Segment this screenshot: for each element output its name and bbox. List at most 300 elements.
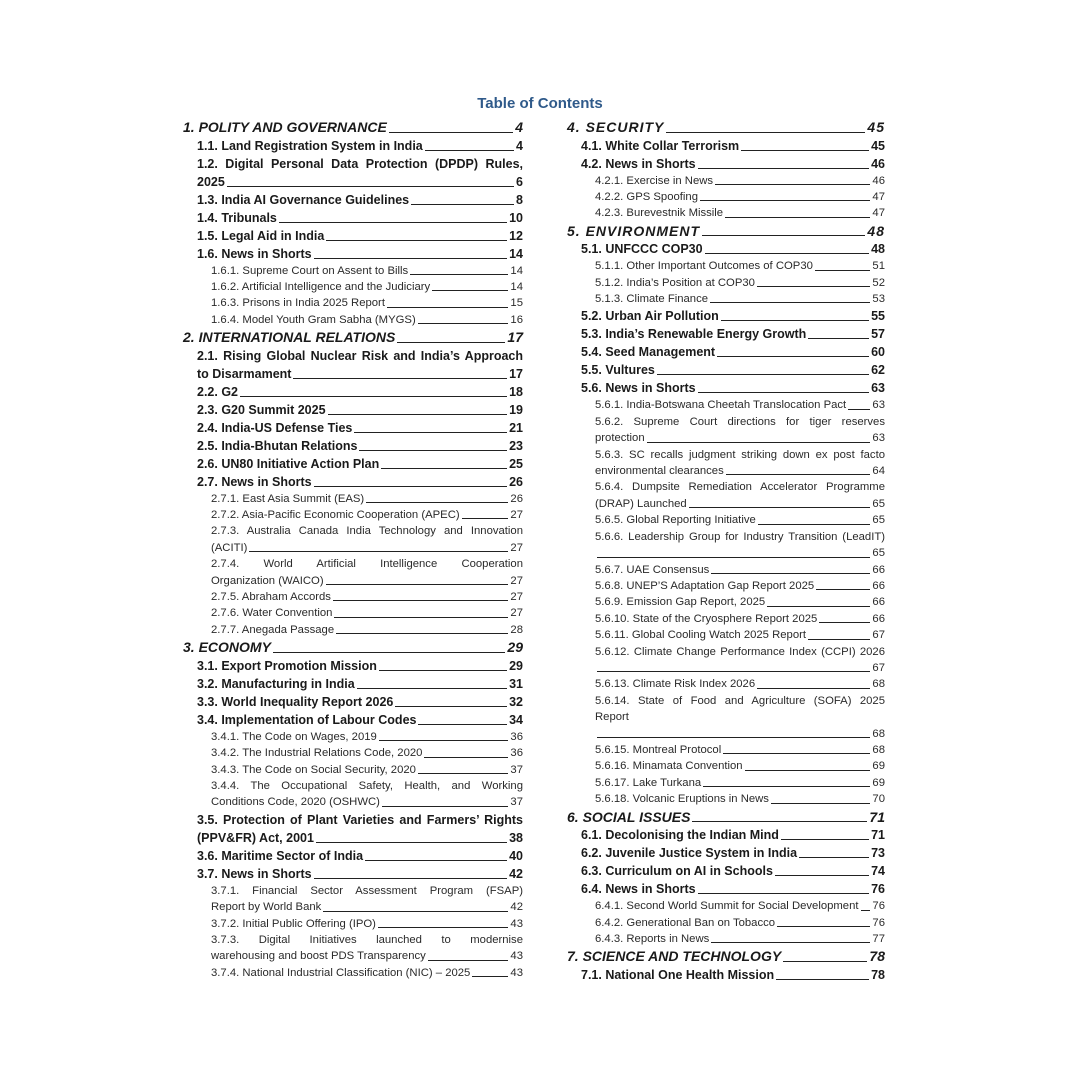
toc-page-number: 17 <box>509 366 523 381</box>
toc-subsection-entry[interactable] <box>567 644 885 677</box>
toc-page-number: 27 <box>510 541 523 554</box>
toc-page-number: 68 <box>872 743 885 756</box>
toc-page-number: 37 <box>510 763 523 776</box>
toc-entry-title: 5.5. Vultures <box>581 363 655 378</box>
toc-entry-title-continued: (DRAP) Launched <box>595 497 687 510</box>
toc-page-number: 60 <box>871 345 885 360</box>
dot-leader <box>771 803 870 804</box>
toc-page-number: 26 <box>509 474 523 489</box>
toc-entry-title: 3.3. World Inequality Report 2026 <box>197 694 394 709</box>
toc-subsection-entry[interactable] <box>183 605 523 621</box>
dot-leader <box>710 302 870 303</box>
dot-leader <box>711 573 870 574</box>
toc-entry-title: 3. ECONOMY <box>183 639 271 656</box>
toc-page-number: 29 <box>509 658 523 673</box>
toc-page-number: 46 <box>871 156 885 171</box>
toc-page-number: 51 <box>872 260 885 273</box>
toc-section-entry[interactable] <box>183 191 523 209</box>
toc-chapter-entry[interactable] <box>567 947 885 966</box>
toc-page-number: 68 <box>872 727 885 740</box>
toc-subsection-entry[interactable] <box>183 556 523 589</box>
toc-subsection-entry[interactable] <box>567 529 885 562</box>
dot-leader <box>293 378 507 379</box>
toc-entry-title: 5. ENVIRONMENT <box>567 222 701 239</box>
toc-page-number: 28 <box>510 623 523 636</box>
toc-page-number: 76 <box>872 900 885 913</box>
dot-leader <box>314 878 507 879</box>
toc-page-number: 66 <box>872 563 885 576</box>
toc-entry-continuation <box>211 794 523 810</box>
toc-entry-title: 5.6.11. Global Cooling Watch 2025 Report <box>595 629 806 642</box>
toc-entry-title: 4.2.3. Burevestnik Missile <box>595 207 724 220</box>
toc-entry-title: 1.2. Digital Personal Data Protection (DPDP) Rules, <box>197 156 523 171</box>
toc-page-number: 45 <box>871 138 885 153</box>
toc-chapter-entry[interactable] <box>183 638 523 657</box>
toc-entry-title: 2.7. News in Shorts <box>197 474 312 489</box>
toc-entry-title: 3.4.4. The Occupational Safety, Health, and Working <box>211 780 523 792</box>
toc-section-entry[interactable] <box>183 847 523 865</box>
toc-entry-title: 3.7.4. National Industrial Classification (NIC) – 2025 <box>211 966 471 979</box>
toc-entry-title: 2.7.7. Anegada Passage <box>211 623 335 636</box>
toc-entry-title: 4.2.2. GPS Spoofing <box>595 190 698 203</box>
dot-leader <box>381 468 507 469</box>
toc-page-number: 18 <box>509 384 523 399</box>
page-title: Table of Contents <box>477 95 603 112</box>
dot-leader <box>279 222 507 223</box>
toc-page-number: 52 <box>872 276 885 289</box>
toc-entry-continuation <box>595 726 885 742</box>
toc-chapter-entry[interactable] <box>567 118 885 137</box>
toc-entry-title: 5.3. India’s Renewable Energy Growth <box>581 327 807 342</box>
dot-leader <box>359 450 507 451</box>
dot-leader <box>757 286 870 287</box>
toc-page-number: 47 <box>872 207 885 220</box>
toc-entry-title: 1.3. India AI Governance Guidelines <box>197 192 410 207</box>
toc-section-entry[interactable] <box>183 245 523 263</box>
toc-subsection-entry[interactable] <box>567 742 885 758</box>
toc-entry-title: 3.7.1. Financial Sector Assessment Program (FSAP) <box>211 884 523 897</box>
toc-section-entry[interactable] <box>183 155 523 191</box>
toc-entry-continuation <box>197 829 523 847</box>
toc-section-entry[interactable] <box>183 657 523 675</box>
toc-section-entry[interactable] <box>183 693 523 711</box>
toc-chapter-entry[interactable] <box>567 808 885 827</box>
dot-leader <box>428 960 509 961</box>
toc-entry-title: 4.1. White Collar Terrorism <box>581 138 740 153</box>
toc-entry-title: 5.6.10. State of the Cryosphere Report 2025 <box>595 612 818 625</box>
toc-subsection-entry[interactable] <box>183 778 523 811</box>
toc-entry-title-continued: Organization (WAICO) <box>211 574 324 587</box>
toc-section-entry[interactable] <box>567 966 885 984</box>
dot-leader <box>698 392 869 393</box>
toc-page-number: 66 <box>872 596 885 609</box>
toc-entry-title: 2. INTERNATIONAL RELATIONS <box>183 329 396 346</box>
toc-entry-title: 2.6. UN80 Initiative Action Plan <box>197 456 380 471</box>
toc-page-number: 14 <box>509 246 523 261</box>
dot-leader <box>775 875 869 876</box>
toc-page-number: 27 <box>510 607 523 620</box>
toc-entry-title: 2.7.2. Asia-Pacific Economic Cooperation (APEC) <box>211 509 460 522</box>
toc-entry-title-continued: warehousing and boost PDS Transparency <box>211 950 426 963</box>
toc-section-entry[interactable] <box>567 826 885 844</box>
toc-entry-title: 6.4. News in Shorts <box>581 882 696 897</box>
dot-leader <box>721 320 869 321</box>
toc-page-number: 34 <box>509 712 523 727</box>
dot-leader <box>365 860 507 861</box>
toc-subsection-entry[interactable] <box>567 611 885 627</box>
toc-entry-title: 3.5. Protection of Plant Varieties and Farmers’ Rights <box>197 812 523 827</box>
dot-leader <box>334 617 508 618</box>
dot-leader <box>700 200 870 201</box>
toc-page-number: 40 <box>509 848 523 863</box>
toc-entry-title-continued: (ACITI) <box>211 541 248 554</box>
toc-section-entry[interactable] <box>567 880 885 898</box>
toc-page-number: 68 <box>872 678 885 691</box>
toc-page-number: 71 <box>869 808 885 825</box>
toc-page-number: 63 <box>871 381 885 396</box>
dot-leader <box>333 600 508 601</box>
toc-subsection-entry[interactable] <box>183 491 523 507</box>
toc-section-entry[interactable] <box>183 347 523 383</box>
dot-leader <box>758 524 871 525</box>
toc-entry-title: 2.1. Rising Global Nuclear Risk and India’s Approach <box>197 348 523 363</box>
toc-entry-title: 5.6. News in Shorts <box>581 381 696 396</box>
toc-subsection-entry[interactable] <box>183 916 523 932</box>
dot-leader <box>387 307 508 308</box>
toc-subsection-entry[interactable] <box>183 883 523 916</box>
dot-leader <box>647 442 871 443</box>
toc-entry-title: 2.2. G2 <box>197 384 238 399</box>
toc-page-number: 4 <box>515 119 523 135</box>
toc-entry-continuation <box>595 545 885 561</box>
dot-leader <box>328 414 508 415</box>
toc-entry-title: 5.6.3. SC recalls judgment striking down ex post facto <box>595 448 885 461</box>
toc-entry-title: 5.6.9. Emission Gap Report, 2025 <box>595 596 766 609</box>
dot-leader <box>227 186 514 187</box>
toc-section-entry[interactable] <box>183 865 523 883</box>
toc-subsection-entry[interactable] <box>183 279 523 295</box>
dot-leader <box>326 240 507 241</box>
dot-leader <box>689 507 871 508</box>
toc-entry-title: 4. SECURITY <box>567 119 665 135</box>
toc-page-number: 29 <box>507 639 523 656</box>
toc-section-entry[interactable] <box>183 227 523 245</box>
toc-chapter-entry[interactable] <box>183 328 523 347</box>
toc-subsection-entry[interactable] <box>183 965 523 981</box>
dot-leader <box>705 253 870 254</box>
toc-entry-title-continued: to Disarmament <box>197 366 292 381</box>
dot-leader <box>366 502 508 503</box>
toc-page-number: 6 <box>516 174 523 189</box>
dot-leader <box>819 622 870 623</box>
toc-page-number: 27 <box>510 574 523 587</box>
dot-leader <box>597 737 870 738</box>
dot-leader <box>389 132 513 133</box>
toc-page-number: 55 <box>871 309 885 324</box>
toc-section-entry[interactable] <box>567 137 885 155</box>
toc-entry-title: 2.5. India-Bhutan Relations <box>197 438 358 453</box>
dot-leader <box>418 724 507 725</box>
toc-entry-title: 5.6.8. UNEP’S Adaptation Gap Report 2025 <box>595 579 815 592</box>
toc-page-number: 43 <box>510 950 523 963</box>
toc-entry-title: 4.2.1. Exercise in News <box>595 174 714 187</box>
toc-subsection-entry[interactable] <box>183 932 523 965</box>
toc-page-number: 31 <box>509 676 523 691</box>
toc-section-entry[interactable] <box>183 473 523 491</box>
toc-page-number: 23 <box>509 438 523 453</box>
dot-leader <box>702 235 865 236</box>
toc-subsection-entry[interactable] <box>183 622 523 638</box>
toc-subsection-entry[interactable] <box>567 931 885 947</box>
toc-subsection-entry[interactable] <box>567 627 885 643</box>
toc-page-number: 43 <box>510 966 523 979</box>
toc-entry-title: 1.6.3. Prisons in India 2025 Report <box>211 297 385 310</box>
dot-leader <box>783 961 867 962</box>
toc-section-entry[interactable] <box>567 343 885 361</box>
toc-subsection-entry[interactable] <box>183 523 523 556</box>
toc-subsection-entry[interactable] <box>567 414 885 447</box>
dot-leader <box>848 409 870 410</box>
dot-leader <box>815 270 871 271</box>
toc-section-entry[interactable] <box>567 325 885 343</box>
dot-leader <box>378 927 508 928</box>
toc-subsection-entry[interactable] <box>183 263 523 279</box>
toc-entry-title-continued: Conditions Code, 2020 (OSHWC) <box>211 796 380 809</box>
toc-page-number: 53 <box>872 293 885 306</box>
dot-leader <box>410 274 508 275</box>
dot-leader <box>273 652 506 653</box>
toc-page-number: 10 <box>509 210 523 225</box>
toc-subsection-entry[interactable] <box>183 745 523 761</box>
toc-subsection-entry[interactable] <box>183 589 523 605</box>
toc-section-entry[interactable] <box>183 455 523 473</box>
toc-page-number: 63 <box>872 399 885 412</box>
dot-leader <box>666 132 865 133</box>
toc-chapter-entry[interactable] <box>183 118 523 137</box>
toc-entry-title: 5.6.17. Lake Turkana <box>595 776 702 789</box>
toc-section-entry[interactable] <box>567 361 885 379</box>
toc-page-number: 73 <box>871 846 885 861</box>
toc-page-number: 65 <box>872 497 885 510</box>
dot-leader <box>698 168 869 169</box>
toc-section-entry[interactable] <box>183 209 523 227</box>
toc-subsection-entry[interactable] <box>183 295 523 311</box>
toc-subsection-entry[interactable] <box>567 479 885 512</box>
toc-page-number: 15 <box>510 297 523 310</box>
toc-entry-title: 7. SCIENCE AND TECHNOLOGY <box>567 948 782 965</box>
toc-subsection-entry[interactable] <box>567 915 885 931</box>
dot-leader <box>757 688 870 689</box>
toc-subsection-entry[interactable] <box>567 562 885 578</box>
toc-entry-title: 5.6.18. Volcanic Eruptions in News <box>595 793 769 806</box>
dot-leader <box>382 806 509 807</box>
toc-page-number: 57 <box>871 327 885 342</box>
toc-entry-continuation <box>595 660 885 676</box>
toc-page-number: 65 <box>872 514 885 527</box>
dot-leader <box>741 150 869 151</box>
toc-page-number: 17 <box>507 329 523 346</box>
dot-leader <box>336 633 508 634</box>
toc-page-number: 69 <box>872 760 885 773</box>
dot-leader <box>703 786 870 787</box>
dot-leader <box>776 979 869 980</box>
toc-page-number: 26 <box>510 492 523 505</box>
dot-leader <box>808 338 869 339</box>
toc-entry-title: 5.4. Seed Management <box>581 345 716 360</box>
toc-subsection-entry[interactable] <box>183 312 523 328</box>
dot-leader <box>425 150 514 151</box>
toc-page-number: 42 <box>510 901 523 914</box>
toc-section-entry[interactable] <box>183 419 523 437</box>
dot-leader <box>717 356 869 357</box>
toc-entry-title: 1.6.2. Artificial Intelligence and the Judiciary <box>211 280 431 293</box>
toc-entry-title: 2.7.1. East Asia Summit (EAS) <box>211 492 365 505</box>
toc-entry-title: 1.6.4. Model Youth Gram Sabha (MYGS) <box>211 313 416 326</box>
toc-entry-title: 3.4. Implementation of Labour Codes <box>197 712 417 727</box>
toc-subsection-entry[interactable] <box>567 512 885 528</box>
toc-page-number: 66 <box>872 579 885 592</box>
dot-leader <box>816 589 870 590</box>
toc-page-number: 78 <box>869 948 885 965</box>
toc-page-number: 67 <box>872 629 885 642</box>
toc-entry-title: 3.4.1. The Code on Wages, 2019 <box>211 730 377 743</box>
toc-entry-title: 2.7.5. Abraham Accords <box>211 591 331 604</box>
toc-page-number: 74 <box>871 864 885 879</box>
toc-subsection-entry[interactable] <box>567 676 885 692</box>
toc-subsection-entry[interactable] <box>567 173 885 189</box>
toc-entry-title: 1.1. Land Registration System in India <box>197 138 423 153</box>
toc-entry-title: 6. SOCIAL ISSUES <box>567 808 691 825</box>
toc-page-number: 8 <box>516 192 523 207</box>
dot-leader <box>411 204 514 205</box>
toc-entry-title: 5.2. Urban Air Pollution <box>581 309 719 324</box>
dot-leader <box>725 217 870 218</box>
dot-leader <box>418 323 509 324</box>
toc-subsection-entry[interactable] <box>567 578 885 594</box>
toc-page-number: 63 <box>872 432 885 445</box>
toc-subsection-entry[interactable] <box>567 275 885 291</box>
toc-entry-title: 2.7.6. Water Convention <box>211 607 333 620</box>
toc-section-entry[interactable] <box>183 401 523 419</box>
toc-entry-title: 5.6.12. Climate Change Performance Index (CCPI) 2026 <box>595 645 885 658</box>
dot-leader <box>418 773 508 774</box>
toc-entry-title: 5.6.6. Leadership Group for Industry Transition (LeadIT) <box>595 530 885 543</box>
toc-entry-title: 4.2. News in Shorts <box>581 156 696 171</box>
dot-leader <box>326 584 509 585</box>
toc-page-number: 48 <box>867 222 885 239</box>
toc-entry-title: 5.6.13. Climate Risk Index 2026 <box>595 678 756 691</box>
toc-page-number: 77 <box>872 932 885 945</box>
toc-subsection-entry[interactable] <box>567 898 885 914</box>
toc-subsection-entry[interactable] <box>183 729 523 745</box>
dot-leader <box>711 942 870 943</box>
dot-leader <box>781 839 869 840</box>
toc-section-entry[interactable] <box>183 675 523 693</box>
toc-section-entry[interactable] <box>183 137 523 155</box>
toc-section-entry[interactable] <box>567 240 885 258</box>
toc-subsection-entry[interactable] <box>567 291 885 307</box>
toc-subsection-entry[interactable] <box>567 397 885 413</box>
toc-page-number: 67 <box>872 661 885 674</box>
toc-page-number: 4 <box>516 138 523 153</box>
toc-entry-title: 6.4.1. Second World Summit for Social Development <box>595 900 859 913</box>
toc-entry-title: 3.4.2. The Industrial Relations Code, 2020 <box>211 747 423 760</box>
toc-section-entry[interactable] <box>183 383 523 401</box>
toc-subsection-entry[interactable] <box>567 758 885 774</box>
toc-section-entry[interactable] <box>183 437 523 455</box>
toc-subsection-entry[interactable] <box>567 791 885 807</box>
toc-section-entry[interactable] <box>567 155 885 173</box>
toc-section-entry[interactable] <box>567 379 885 397</box>
toc-page-number: 76 <box>872 916 885 929</box>
toc-section-entry[interactable] <box>183 711 523 729</box>
dot-leader <box>249 551 508 552</box>
toc-section-entry[interactable] <box>567 862 885 880</box>
toc-page-number: 37 <box>510 796 523 809</box>
toc-entry-title: 1.5. Legal Aid in India <box>197 228 325 243</box>
toc-page-number: 14 <box>510 264 523 277</box>
toc-subsection-entry[interactable] <box>567 189 885 205</box>
toc-entry-title: 5.6.16. Minamata Convention <box>595 760 743 773</box>
toc-entry-title: 3.7.2. Initial Public Offering (IPO) <box>211 917 376 930</box>
toc-entry-continuation <box>211 573 523 589</box>
toc-chapter-entry[interactable] <box>567 222 885 241</box>
dot-leader <box>597 557 870 558</box>
toc-entry-continuation <box>211 540 523 556</box>
toc-subsection-entry[interactable] <box>567 693 885 742</box>
toc-subsection-entry[interactable] <box>567 205 885 221</box>
dot-leader <box>354 432 507 433</box>
toc-subsection-entry[interactable] <box>567 775 885 791</box>
toc-entry-title: 5.6.5. Global Reporting Initiative <box>595 514 756 527</box>
toc-section-entry[interactable] <box>183 811 523 847</box>
toc-subsection-entry[interactable] <box>183 507 523 523</box>
toc-entry-title: 6.4.3. Reports in News <box>595 932 710 945</box>
toc-entry-title: 6.2. Juvenile Justice System in India <box>581 846 798 861</box>
toc-entry-title: 1. POLITY AND GOVERNANCE <box>183 119 387 135</box>
toc-page-number: 16 <box>510 313 523 326</box>
toc-section-entry[interactable] <box>567 844 885 862</box>
toc-entry-continuation <box>595 463 885 479</box>
toc-page-number: 47 <box>872 190 885 203</box>
toc-page-number: 48 <box>871 242 885 257</box>
toc-page-number: 36 <box>510 730 523 743</box>
toc-subsection-entry[interactable] <box>567 258 885 274</box>
toc-column-right <box>567 118 885 984</box>
dot-leader <box>314 258 507 259</box>
toc-page-number: 64 <box>872 465 885 478</box>
toc-entry-title: 5.6.4. Dumpsite Remediation Accelerator Programme <box>595 481 885 494</box>
toc-entry-title: 5.1. UNFCCC COP30 <box>581 242 703 257</box>
toc-subsection-entry[interactable] <box>183 762 523 778</box>
dot-leader <box>808 639 870 640</box>
dot-leader <box>357 688 507 689</box>
toc-entry-title: 3.7.3. Digital Initiatives launched to modernise <box>211 934 523 947</box>
toc-entry-title: 1.6.1. Supreme Court on Assent to Bills <box>211 264 409 277</box>
toc-page-number: 65 <box>872 547 885 560</box>
toc-page-number: 42 <box>509 866 523 881</box>
toc-page-number: 21 <box>509 420 523 435</box>
dot-leader <box>424 757 508 758</box>
toc-entry-continuation <box>211 899 523 915</box>
toc-section-entry[interactable] <box>567 307 885 325</box>
toc-entry-continuation <box>211 948 523 964</box>
toc-subsection-entry[interactable] <box>567 594 885 610</box>
toc-subsection-entry[interactable] <box>567 447 885 480</box>
dot-leader <box>397 342 505 343</box>
toc-entry-title: 3.7. News in Shorts <box>197 866 312 881</box>
dot-leader <box>698 893 869 894</box>
